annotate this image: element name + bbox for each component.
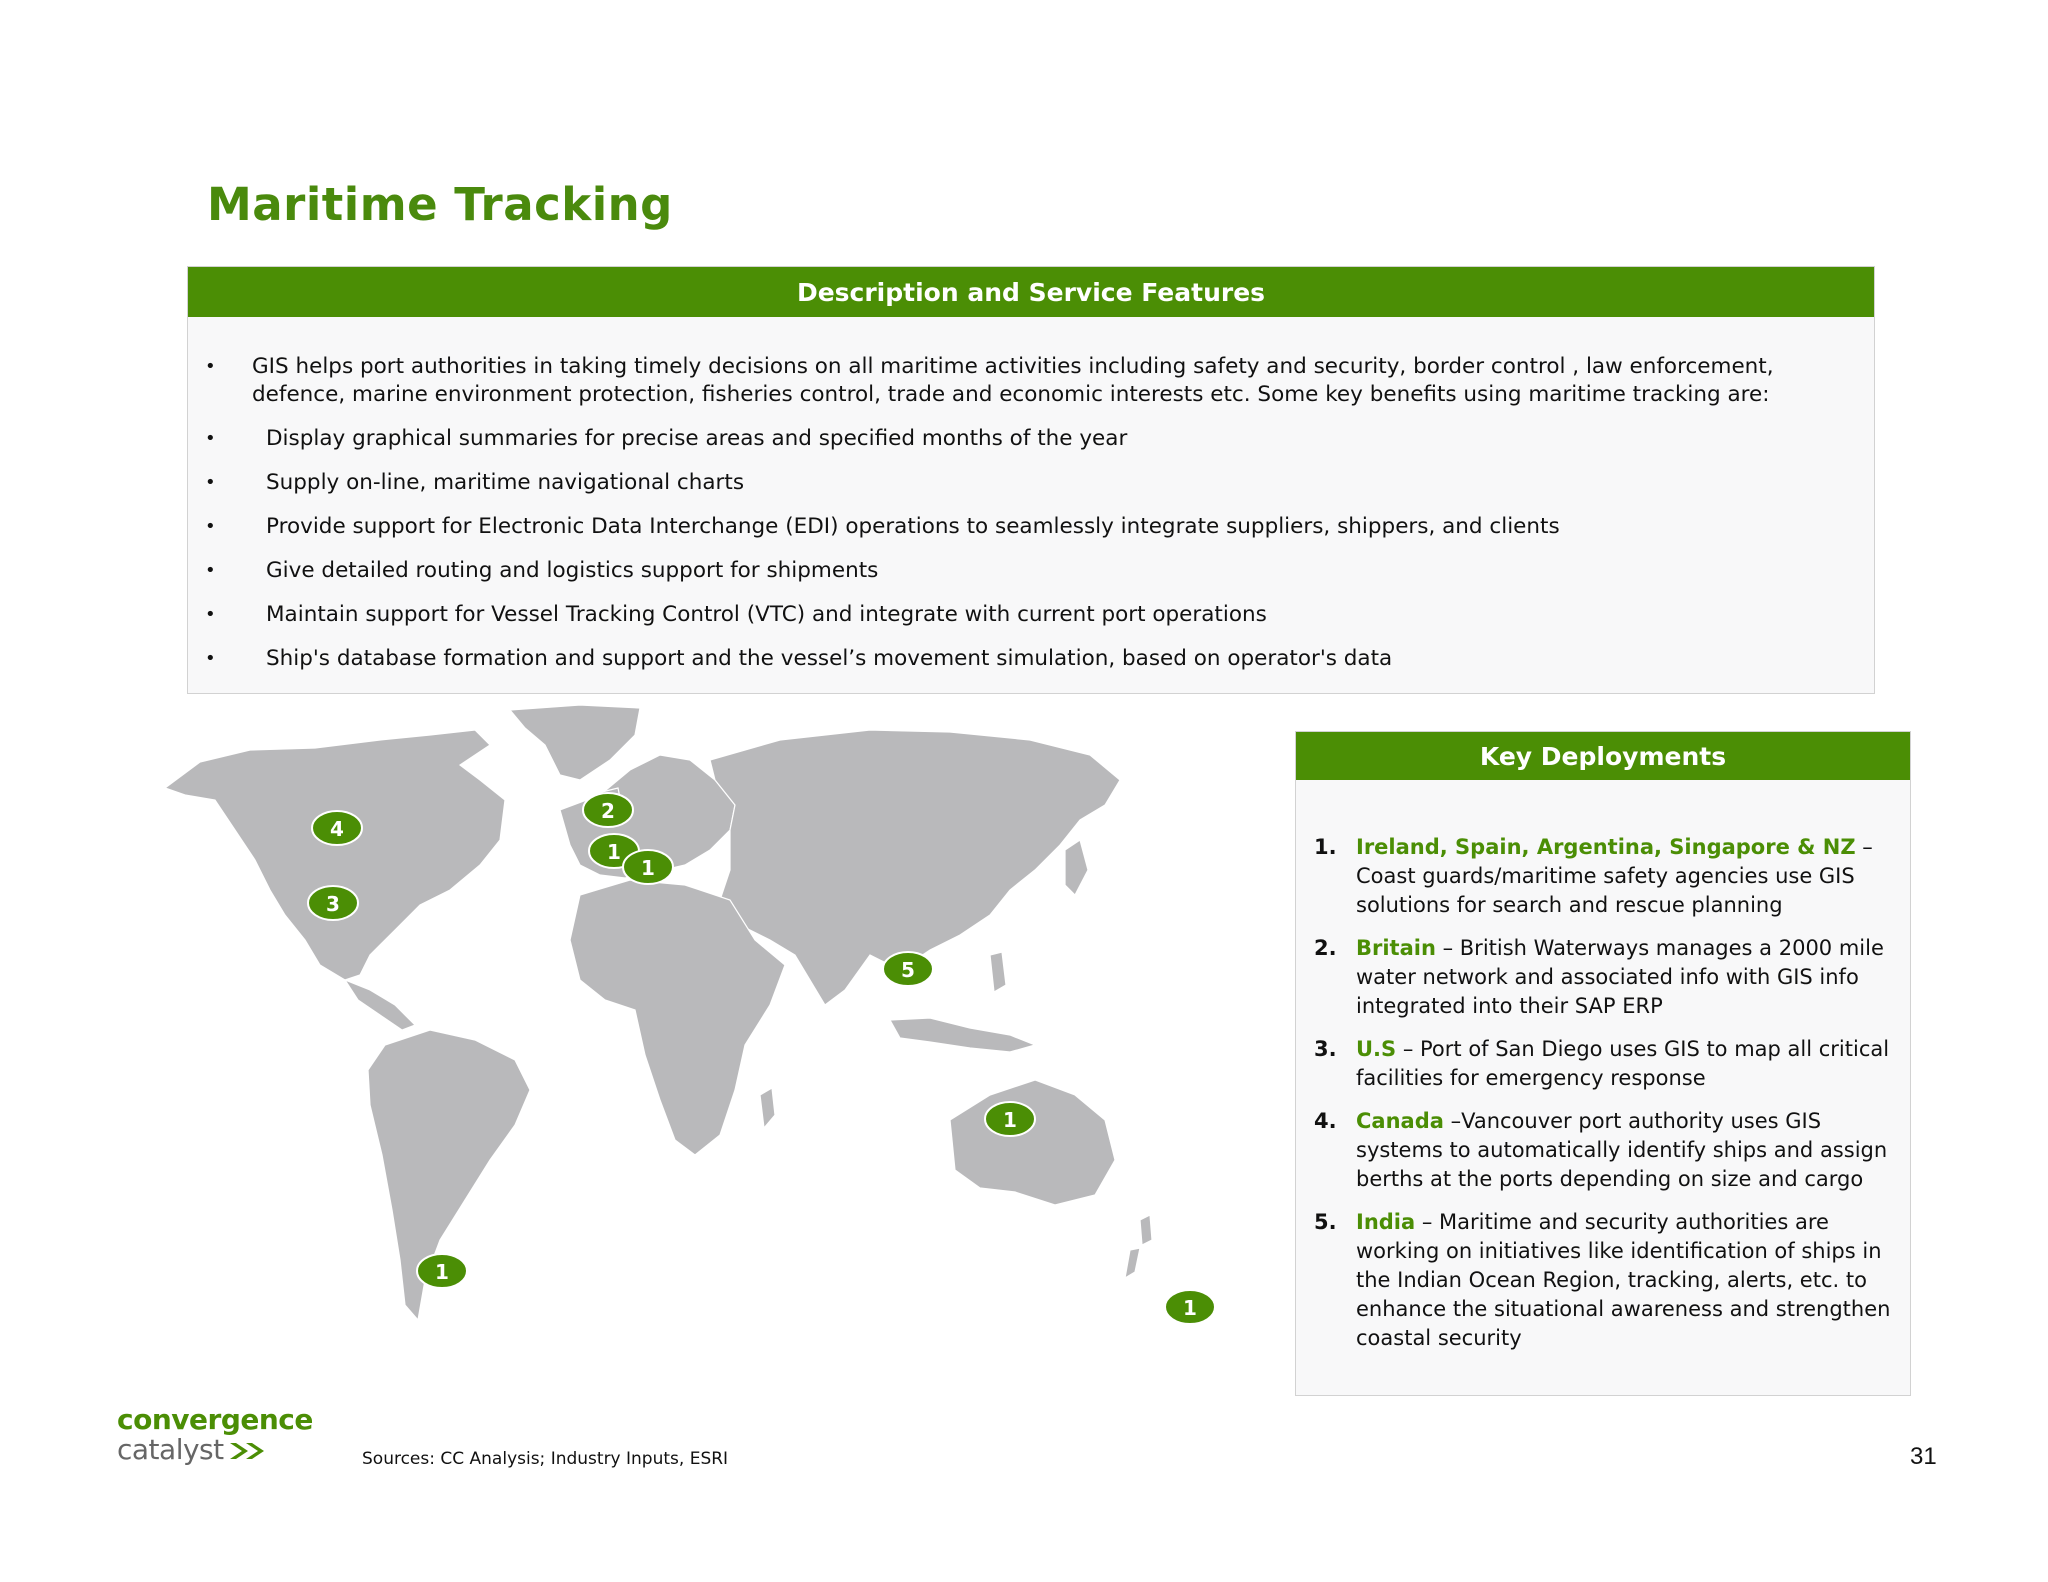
marker-label: 5 (901, 958, 915, 982)
logo-line-1: convergence (117, 1403, 313, 1436)
australia-shape (950, 1080, 1115, 1205)
key-deployments-panel (1295, 731, 1911, 1396)
description-panel (187, 266, 1875, 694)
madagascar-shape (760, 1088, 775, 1128)
list-item: 3. U.S – Port of San Diego uses GIS to map all critical facilities for emergency response (1314, 1037, 1890, 1090)
marker-label: 4 (330, 817, 344, 841)
page-number: 31 (1910, 1443, 1937, 1470)
marker-label: 1 (435, 1260, 449, 1284)
list-item: • GIS helps port authorities in taking timely decisions on all maritime activities including safety and security, border control , law enforcement, defence, marine environment protection, fisheries control, trade and economic interests etc. Some key benefits using maritime tracking are: (205, 354, 1774, 407)
marker-label: 1 (1183, 1296, 1197, 1320)
north-america-shape (165, 730, 505, 980)
list-item: 4. Canada –Vancouver port authority uses GIS systems to automatically identify ships and assign berths at the ports depending on size and cargo (1314, 1109, 1888, 1191)
sources-note: Sources: CC Analysis; Industry Inputs, ESRI (362, 1449, 729, 1469)
deployment-place: India (1356, 1210, 1416, 1234)
world-map (130, 700, 1250, 1380)
map-marker-argentina[interactable] (417, 1254, 467, 1288)
list-item: • Give detailed routing and logistics support for shipments (205, 558, 879, 583)
bullet-icon: • (205, 516, 216, 537)
bullet-icon: • (205, 356, 216, 377)
map-marker-usa[interactable] (308, 886, 358, 920)
logo-line-2: catalyst (117, 1435, 313, 1465)
list-item: • Display graphical summaries for precise areas and specified months of the year (205, 426, 1128, 451)
new-zealand-shape (1140, 1215, 1152, 1245)
map-marker-singapore[interactable] (985, 1102, 1035, 1136)
bullet-icon: • (205, 428, 216, 449)
list-item: 5. India – Maritime and security authorities are working on initiatives like identification of ships in the Indian Ocean Region, tracking, alerts, etc. to enhance the situational awareness and strengthen coastal security (1314, 1210, 1891, 1350)
philippines-shape (990, 952, 1006, 992)
page-title: Maritime Tracking (207, 178, 673, 231)
land-masses (165, 705, 1152, 1320)
marker-label: 1 (607, 840, 621, 864)
bullet-icon: • (205, 560, 216, 581)
greenland-shape (510, 705, 640, 780)
deployment-place: U.S (1356, 1037, 1397, 1061)
deployments-header: Key Deployments (1296, 732, 1910, 780)
map-marker-britain[interactable] (583, 793, 633, 827)
deployment-place: Ireland, Spain, Argentina, Singapore & NZ (1356, 835, 1856, 859)
list-item: • Maintain support for Vessel Tracking Control (VTC) and integrate with current port operations (205, 602, 1267, 627)
description-header: Description and Service Features (188, 267, 1874, 317)
map-marker-canada[interactable] (312, 811, 362, 845)
marker-label: 2 (601, 799, 615, 823)
bullet-icon: • (205, 604, 216, 625)
deployment-place: Canada (1356, 1109, 1444, 1133)
deployment-place: Britain (1356, 936, 1436, 960)
company-logo (117, 1405, 313, 1465)
marker-label: 3 (326, 892, 340, 916)
map-marker-india[interactable] (883, 952, 933, 986)
list-item: 1. Ireland, Spain, Argentina, Singapore & NZ – Coast guards/maritime safety agencies use GIS solutions for search and rescue planning (1314, 835, 1873, 917)
bullet-icon: • (205, 472, 216, 493)
marker-label: 1 (641, 856, 655, 880)
list-item: • Ship's database formation and support and the vessel’s movement simulation, based on operator's data (205, 646, 1393, 671)
japan-shape (1065, 840, 1088, 895)
new-zealand-south-shape (1125, 1248, 1140, 1278)
central-america-shape (345, 980, 415, 1030)
indonesia-shape (890, 1018, 1035, 1052)
list-item: 2. Britain – British Waterways manages a 2000 mile water network and associated info with GIS info integrated into their SAP ERP (1314, 936, 1884, 1018)
deployments-list (1314, 833, 1894, 1353)
list-item: • Supply on-line, maritime navigational charts (205, 470, 745, 495)
map-marker-new-zealand[interactable] (1165, 1290, 1215, 1324)
double-chevron-icon (228, 1441, 268, 1461)
bullet-icon: • (205, 648, 216, 669)
feature-list (188, 353, 1874, 673)
list-item: • Provide support for Electronic Data Interchange (EDI) operations to seamlessly integrate suppliers, shippers, and clients (205, 514, 1560, 539)
marker-label: 1 (1003, 1108, 1017, 1132)
map-marker-spain[interactable] (623, 850, 673, 884)
